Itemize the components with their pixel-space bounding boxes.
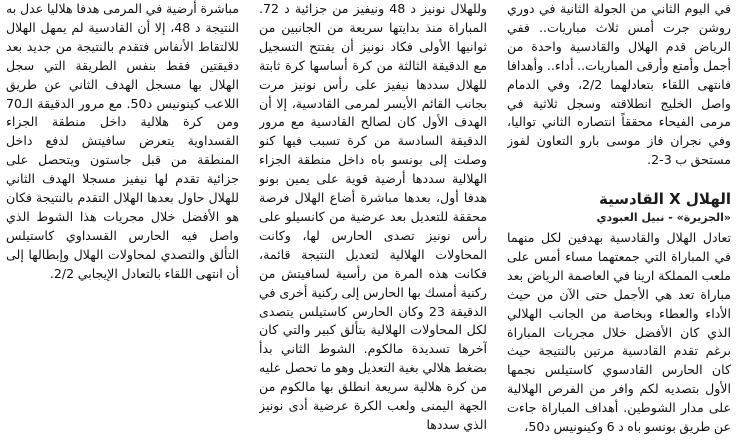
article-column-right: [507, 0, 731, 186]
article-body-paragraph: وللهلال نونيز د 48 ونيفيز من جزائية د 72. المباراة منذ بدايتها سريعة من الجانبين من ثوانيها الأولى فكاد نونيز أن يفتتح التسجيل مع الدقيقة الثالثة من كرة أساسها كرة ثابتة للهلال سددها نيفيز على رأس نونيز مرت بجانب القائم الأيسر لمرمى القادسية، إلا أن الهدف الأول كان لصالح القادسية مع مرور الدقيقة السادسة من كرة تسبب فيها كنو وصلت إلى بونسو باه داخل منطقة الجزاء الهلالية سددها أرضية قوية على يمين بونو هدفا أول، بعدها مباشرة أضاع الهلال فرصة محققة للتعديل بعد عرضية من كانسيلو على رأس نونيز تصدى الحارس لها، وكانت المحاولات الهلالية لتعديل النتيجة قائمة، فكانت هذه المرة من رأسية لسافيتش من ركنية أمسك بها الحارس إلى ركنية أخرى في الدقيقة 23 وكان الحارس كاستيلس يتصدى لكل المحاولات الهلالية بتألق كبير والتي كان آخرها تسديدة مالكوم. الشوط الثاني بدأ بضغط هلالي بغية التعديل وهو ما تحصل عليه من كرة هلالية سريعة انطلق بها مالكوم من الجهة اليمنى ولعب الكرة عرضية أدى نونيز الذي سددها: [259, 1, 487, 432]
article-body-right: [507, 229, 731, 440]
article-headline: الهلال X القادسية: [599, 190, 731, 208]
article-column-middle: [259, 0, 487, 440]
article-body-paragraph: مباشرة أرضية في المرمى هدفا هلاليا عدل به النتيجة د 48، إلا أن القادسية لم يمهل الهلال للالتقاط الأنفاس فتقدم بالنتيجة من جديد بعد دقيقتين فقط بنفس الطريقة التي سجل الهلال بها مسجل الهدف الثاني عن طريق اللاعب كينونيس د50. مع مرور الدقيقة الـ70 ومن كرة هلالية داخل منطقة الجزاء القسداوية يتعرض سافيتش لدفع داخل المنطقة من قبل جاستون ويتحصل على جزائية تقدم لها نيفيز مسجلا الهدف الثاني للهلال حاول بعدها الهلال التقدم بالنتيجة فكان هو الأفضل خلال مجريات هذا الشوط الذي واصل فيه الحارس القسداوي كاستيلس التألق والتصدي لمحاولات الهلال وإبطالها إلى أن انتهى اللقاء بالتعادل الإيجابي 2/2.: [6, 1, 239, 281]
article-byline: «الجزيرة» - نبيل العبودي: [596, 211, 731, 224]
article-intro-paragraph: في اليوم الثاني من الجولة الثانية في دوري روشن جرت أمس ثلاث مباريات.. ففي الرياض قدم الهلال والقادسية واحدة من أجمل وأمتع وأرقى المباريات.. أداء.. وأهدافا فانتهى اللقاء بتعادلهما 2/2، وفي الدمام واصل الخليج انطلاقته وسجل ثلاثية في مرمى الفيحاء محققاً انتصاره الثاني تواليا، وفي نجران فاز موسى بارو التعاون لفوز مستحق ب 3-2.: [507, 1, 731, 168]
article-column-left: [6, 0, 239, 300]
article-body-paragraph: تعادل الهلال والقادسية بهدفين لكل منهما في المباراة التي جمعتهما مساء أمس على ملعب المملكة ارينا في العاصمة الرياض بعد مباراة تعد هي الأجمل حتى الآن من حيث الأداء والعطاء وبخاصة من الجانب الهلالي الذي كان الأفضل خلال مجريات المباراة برغم تقدم القادسية مرتين بالنتيجة حيث كان الحارس القادسوي كاستيلس نجمها الأول بتصديه لكم وافر من الفرص الهلالية على مدار الشوطين. أهداف المباراة جاءت عن طريق بونسو باه د 6 وكينونيس د50،: [507, 230, 731, 435]
